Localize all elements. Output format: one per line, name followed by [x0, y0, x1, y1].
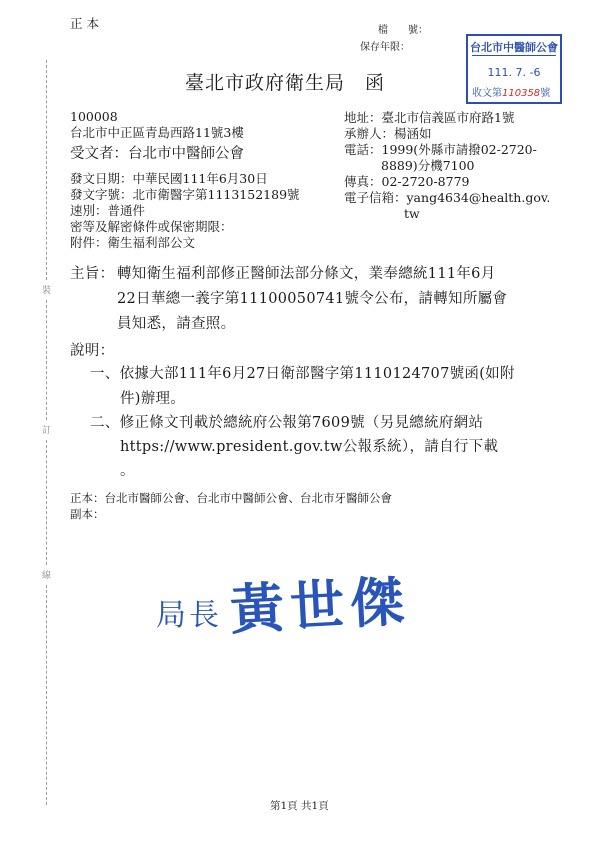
binding-line: [46, 60, 48, 280]
secrecy-level: 密等及解密條件或保密期限：: [70, 219, 233, 234]
margin-mark-stitch: 訂: [42, 426, 52, 436]
document-title: 臺北市政府衛生局 函: [185, 72, 386, 94]
explanation-label: 說明：: [70, 343, 115, 359]
postcode: 100008: [70, 109, 118, 124]
recipient-address: 台北市中正區青島西路11號3樓: [70, 125, 244, 140]
explanation-item-2-cont: https://www.president.gov.tw公報系統），請自行下載: [120, 439, 499, 455]
binding-line: [46, 440, 48, 565]
sender-address: 地址：臺北市信義區市府路1號: [344, 110, 515, 125]
subject-label: 主旨：: [70, 266, 115, 282]
recipient: 受文者：台北市中醫師公會: [70, 146, 244, 162]
binding-line: [46, 585, 48, 805]
sender-email: 電子信箱：yang4634@health.gov.: [344, 190, 551, 205]
received-stamp: [466, 34, 562, 104]
page-footer: 第1頁 共1頁: [270, 800, 329, 812]
speed-class: 速別：普通件: [70, 203, 146, 218]
retention-label: 保存年限：: [360, 42, 410, 53]
stamp-org: 台北市中醫師公會: [470, 41, 558, 54]
margin-mark-bind: 裝: [42, 286, 52, 296]
explanation-item-1-cont: 件)辦理。: [120, 391, 186, 407]
sender-email-cont: tw: [404, 206, 420, 221]
explanation-item-1: 一、依據大部111年6月27日衛部醫字第1110124707號函(如附: [90, 366, 515, 382]
copy-type-label: 正 本: [70, 16, 99, 31]
subject-line-3: 員知悉，請查照。: [117, 316, 236, 332]
stamp-date: 111. 7. -6: [487, 66, 541, 79]
sender-fax: 傳真：02-2720-8779: [344, 174, 470, 189]
attachment: 附件：衛生福利部公文: [70, 235, 196, 250]
sender-phone-cont: 8889)分機7100: [381, 158, 475, 173]
subject-line-2: 22日華總一義字第11100050741號令公布，請轉知所屬會: [117, 291, 508, 307]
subject-line-1: 轉知衛生福利部修正醫師法部分條文，業奉總統111年6月: [117, 266, 496, 282]
director-title: 局長: [156, 598, 222, 633]
distribution-copy: 副本：: [70, 507, 105, 521]
binding-line: [46, 300, 48, 420]
sender-phone: 電話：1999(外縣市請撥02-2720-: [344, 142, 537, 157]
explanation-item-2-end: 。: [120, 463, 135, 479]
sender-contact: 承辦人：楊涵如: [344, 126, 432, 141]
distribution-original: 正本：台北市醫師公會、台北市中醫師公會、台北市牙醫師公會: [70, 491, 392, 505]
stamp-received-number: 收文第110358號: [472, 88, 551, 99]
director-signature: 黃世傑: [228, 569, 412, 643]
margin-mark-line: 線: [42, 571, 52, 581]
document-number: 發文字號：北市衛醫字第1113152189號: [70, 187, 300, 202]
issue-date: 發文日期：中華民國111年6月30日: [70, 171, 268, 186]
file-number-label: 檔 號：: [378, 25, 428, 36]
explanation-item-2: 二、修正條文刊載於總統府公報第7609號（另見總統府網站: [90, 415, 484, 431]
